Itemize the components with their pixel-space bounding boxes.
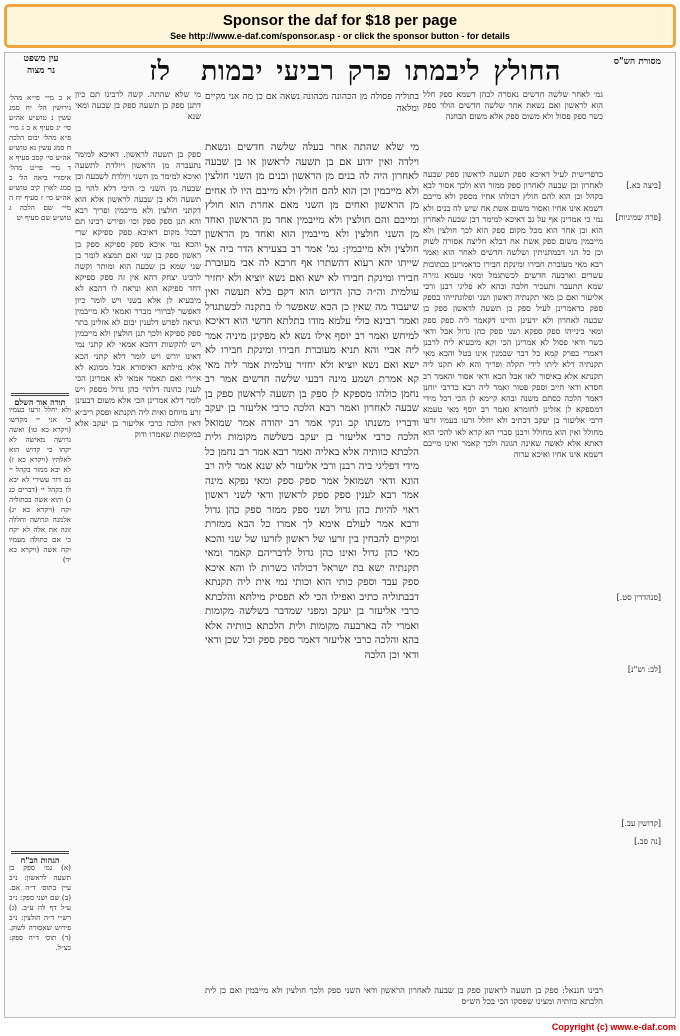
title-word-5: יבמות xyxy=(201,55,264,87)
section-divider xyxy=(11,393,69,396)
masoret-hashas-label: מסורת הש"ס xyxy=(613,57,661,67)
title-word-3: פרק xyxy=(347,55,392,87)
sponsor-subtitle: See http://www.e-daf.com/sponsor.asp - or click the sponsor button - for details xyxy=(170,31,510,41)
bottom-commentary: רבינו חננאל: ספק בן תשעה לראשון ספק בן שבעה לאחרון הראשון ודאי השני ספק ולכך חולצין ולא מייבמין ואם כן לית הלכתא כוותיה ומצינו שפסקו הכי בכל הש״ס xyxy=(205,985,603,1006)
ein-mishpat-column: א ב מיי׳ פי״א מהל׳ גירושין הל׳ יח סמג עשין נ טוש״ע אה״ע סי׳ יג סעיף א ב ג מיי׳ פ״א מהל׳ יבום הלכה ח סמג עשין נא טוש״ע אה״ע סי׳ קסב סעיף א ד מיי׳ פי״ט מהל׳ איסורי ביאה הל׳ ב סמג לאוין קיב טוש״ע אה״ע סי׳ ז סעיף יח ה מיי׳ שם הלכה ג טוש״ע שם סעיף יט xyxy=(9,93,71,222)
daf-number xyxy=(125,55,195,87)
margin-ref: [קדושין עב.] xyxy=(621,819,661,828)
sponsor-banner[interactable] xyxy=(4,4,676,48)
daf-number-text: לז xyxy=(149,55,171,87)
talmud-page xyxy=(4,52,676,1018)
title-word-2: ליבמתו xyxy=(404,55,481,87)
tosafot-top: מי שלא שהתה. קשה לרבינו תם כיון דתנן ספק בן תשעה ספק בן שבעה ומאי שנא xyxy=(75,89,201,122)
margin-ref: [ביצה כא.] xyxy=(626,181,661,190)
page-title xyxy=(201,55,561,87)
margin-ref: [לב: וש"נ] xyxy=(627,665,661,674)
margin-ref: [פרה שמיניות] xyxy=(615,213,661,222)
copyright-link[interactable]: Copyright (c) www.e-daf.com xyxy=(551,1022,676,1032)
title-word-4: רביעי xyxy=(276,55,335,87)
ein-mishpat-label: עין משפט xyxy=(23,54,59,64)
title-word-1: החולץ xyxy=(493,55,561,87)
rashi-top: גמ׳ לאחר שלשה חדשים נאסרה לכהן דשמא ספק חלל הוא לראשון ואם נשאת אחר שלשה חדשים הולד ספק כשר ספק פסול ולא משום ספק אלא משום הבחנה xyxy=(423,89,603,122)
gemara-top: בתוליה פסולה מן הכהונה מכהונה נשאה אם כן מה אני מקיים ומלאה xyxy=(205,92,419,114)
torah-or-column: ולא יחלל זרעו בעמיו כי אני יי מקדשו (ויקרא כא טו) ואשה גרושה מאישה לא יקחו כי קדוש הוא לאלהיו (ויקרא כא ז) לא יבא ממזר בקהל יי גם דור עשירי לא יבא לו בקהל יי (דברים כג ג) והוא אשה בבתוליה יקח (ויקרא כא יג) אלמנה וגרושה וחללה זונה את אלה לא יקח כי אם בתולה מעמיו יקח אשה (ויקרא כא יד) xyxy=(9,405,71,564)
ner-mitzvah-label: נר מצוה xyxy=(26,66,55,76)
rashi-column: כדפרישית לעיל דאיכא ספק תשעה לראשון ספק שבעה לאחרון ובן שבעה לאחרון ספק ממזר הוא ולכך אסור לבא בקהל וכן הוא להם חולץ דכולהו אחיו מספק ולא מייבם דשמא אינו אחיו ואסור משום אשת אח שיש לה בנים ולא נמי כי אמרינן אף על גב דאיכא למימר דבן שבעה לאחרון הוא ובן אחר הוא מכל מקום ספק הוא לכך חולצין ולא מייבמין משום ספק אשת אח דבלא חליצה אסורה לשוק וכן כל הני דבמתניתין ושלשה חדשים לאחר הוא ואמר רבא מאי מעוברת חבירו ומינקת חבירו כדאמרינן בכתובות עשרים וארבעה חדשים לכשתגמל ומאי טעמא גזירה שמא תתעבר ותעכיר חלבה ובהא לא פליגי רבנן ורבי אליעזר ואם כן מאי תקנתיה ראשון ושני ופלוגתייהו בספק ספק כדאמרינן לעיל ספק בן תשעה לראשון ספק בן שבעה לאחרון ולא ידעינן והיינו דקאמר ליה ספק ספק ומאי בינייהו ספק ספקא ושני ספק כהן גדול אבל ודאי כשר ודאי פסול לא אמרינן הכי וקא מיבעיא ליה לרבנן דאמרי בפרק קמא כל דבר שבמנין אינו בטל והכא מאי תקנתיה דלא ליתו לידי תקלה ופריך והא לא תקנו ליה תקנתא אלא באיסור לאו אבל הכא ודאי אסור והאמר רב חסדא ודאי חייב וספק פטור ואמר ליה רבא כדרבי יוחנן דאמר הלכה כסתם משנה ובהא קיימא לן הכי דכל מידי דמספקא לן אזלינן לחומרא ואמר רב יוסף מאי טעמא דרבי אליעזר בן יעקב דכתיב ולא יחלל זרעו בעמיו זרעו מחולל ואין הוא מחולל ורבנן סברי הא קרא לאו להכי הוא דאתא אלא לאשה שאינה הגונה ולכך קאמר ואינו מייבם דשמא אינו אחיו ואיכא ערוה xyxy=(423,169,603,460)
hagahot-column: (א) גמ׳ ספק בן תשעה לראשון: נ״ב עיין בתוס׳ ד״ה אם. (ב) שם ושני ספק: נ״ב ע״ל דף לה ע״ב. (ג) רש״י ד״ה חולצין: נ״ב פירוש שאסורה לשוק. (ד) תוס׳ ד״ה ספק: כצ״ל. xyxy=(9,863,71,952)
margin-ref: [נה סב.] xyxy=(634,837,661,846)
gemara-column: מי שלא שהתה אחר בעלה שלשה חדשים ונשאת וילדה ואין ידוע אם בן תשעה לראשון או בן שבעה לאחרון היה לה בנים מן הראשון ובנים מן השני חולצין ולא מייבמין וכן הוא להם חולץ ולא מייבם היו לו אחים מן הראשון ואחים מן השני מאם אחרת הוא חולץ ומייבם והם חולצין ולא מייבמין אחד מן הראשון ואחד מן השני חולצין ולא מייבמין הוא ואחד מן הראשון חולצין ולא מייבמין: גמ' אמר רב בצעירא הדר ביה אל שייתו יהא רעוא דהשתרו אף חרבא לה אבי מעוברת חבירו ומינקת חבירו לא ישא ואם נשא יוציא ולא יחזיר עולמית וה״ה כהן הדיוט הוא דקם בלא תעשה ואין שיעבוד מה שאין כן הכא שאפשר לו בתקנה לכשתגדל ואמר רבינא כולי עלמא מודו בתלתא חדשי הוא דאיכא למיחש ואמר רב יוסף אילו נשא לא מפקינן מיניה אמר ליה אביי והא תניא מעוברת חבירו ומינקת חבירו לא ישא ואם נשא יוציא ולא יחזיר עולמית אמר ליה מאי קא אמרת ושמע מינה דבעי שלשה חדשים אמר רב נחמן כולהו מספקא לן ספק בן תשעה לראשון ספק בן שבעה לאחרון ואמר רבא הלכה כרבי אליעזר בן יעקב ודבריו משנתו קב ונקי אמר רב יהודה אמר שמואל הלכה כרבי אליעזר בן יעקב בשלשה מקומות ולית הלכתא כוותיה אלא באליה ואמר רבא אמר רב נחמן כל מידי דפליגי ביה רבנן ורבי אליעזר לא שנא אמר ליה רב הונא ודאי ושמואל אמר ספק ספק ומאי נפקא מינה אמר רבא לענין ספק ספק לראשון ודאי לשני ראשון ראוי להיות כהן גדול ושני ספק ממזר ספק כהן גדול ורבא אמר לעולם אימא לך אמרו כל הבא ממזרת ומקיים להבחין בין זרעו של ראשון לזרעו של שני והכא מאי כהן גדול ואינו כהן גדול לדבריהם קאמר ומאי תקנתיה ישא בת ישראל דכולהו כשרות לו והא איכא ספק עבד וספק כותי הוא וכותי נמי אית ליה תקנתא דבבתוליה כתיב ואפילו הכי לא תפסיק מילתא והלכתא כרבי אליעזר בן יעקב ומפני שמדבר בשלשה מקומות ואמרי לה בארבעה מקומות ולית הלכתא כוותיה אלא בהא והלכה כרבי אליעזר דאמר ספק ספק וכל שכן ודאי ודאי וכן הלכה xyxy=(205,142,419,661)
torah-or-heading: תורה אור השלם xyxy=(14,397,66,407)
sponsor-title: Sponsor the daf for $18 per page xyxy=(222,12,458,29)
tosafot-column: ספק בן תשעה לראשון. דאיכא למימר נתעברה מן הראשון ויולדת לתשעה ואיכא למימר מן השני ויולדת לשבעה ובן שבעה מן השני כי היכי דלא להוי בן תשעה ולא בן שבעה לראשון אלא הוא דקתני חולצין ולא מייבמין ופריך רבא והא תנן ספק ספק וכו׳ ופירש רבינו תם דבכל מקום דאיכא ספק ספיקא שרי והכא נמי איכא ספק ספיקא ספק בן ראשון ספק בן שני ואם תמצא לומר בן שני שמא בן שבעה הוא ומותר וקשה לרבינו יצחק דהא אין זה ספק ספיקא דחד ספיקא הוא ונראה לו דהכא לא מיבעיא לן אלא בשני ויש לומר כיון דאפשר לברורי מברר ואמאי לא מייבמין ונראה לפרש דלענין יבום לא אזלינן בתר ספק ספיקא ולכך תנן חולצין ולא מייבמין ויש להקשות דהכא אמאי לא קתני נמי דאינו יורש ויש לומר דלא קתני הכא אלא מילתא דאיסורא אבל ממונא לא איירי ואם תאמר אמאי לא אמרינן הכי לענין כהונה דלהוי כהן גדול מספק ויש לומר דלא אמרינן הכי אלא משום דבעינן זרע מיוחס ואית ליה תקנתא ופסק ריב״א דאין הלכה כרבי אליעזר בן יעקב אלא במקומות שאמרו ודוק xyxy=(75,149,201,440)
margin-ref: [סנהדרין סט.] xyxy=(616,593,661,602)
section-divider xyxy=(11,851,69,854)
hagahot-heading: הגהות הב"ח xyxy=(20,855,60,865)
ein-mishpat-header xyxy=(9,53,73,91)
